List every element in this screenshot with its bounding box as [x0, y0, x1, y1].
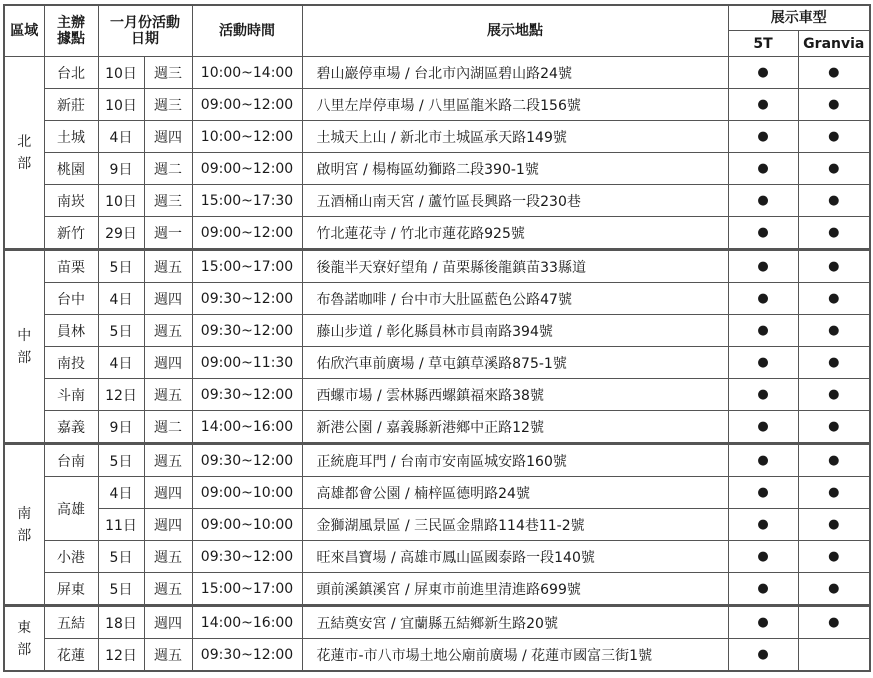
- model-5t-cell: [728, 153, 798, 185]
- table-row: [4, 57, 870, 89]
- available-dot-icon: ●: [757, 291, 769, 306]
- available-dot-icon: ●: [828, 65, 840, 80]
- host-cell: 台南: [44, 444, 98, 477]
- model-granvia-cell: [798, 57, 870, 89]
- model-5t-cell: [728, 347, 798, 379]
- table-row: [4, 639, 870, 672]
- model-5t-cell: [728, 217, 798, 250]
- day-cell: 4日: [98, 283, 144, 315]
- time-cell: 14:00~16:00: [192, 411, 302, 444]
- host-cell: 屏東: [44, 573, 98, 606]
- time-cell: 09:30~12:00: [192, 379, 302, 411]
- model-granvia-cell: [798, 606, 870, 639]
- available-dot-icon: ●: [828, 129, 840, 144]
- day-cell: 11日: [98, 509, 144, 541]
- table-row: [4, 411, 870, 444]
- weekday-cell: 週二: [144, 411, 192, 444]
- day-cell: 10日: [98, 89, 144, 121]
- host-cell: 土城: [44, 121, 98, 153]
- table-row: [4, 541, 870, 573]
- region-cell: [4, 57, 44, 250]
- weekday-cell: 週四: [144, 477, 192, 509]
- available-dot-icon: ●: [757, 65, 769, 80]
- time-cell: 15:00~17:00: [192, 573, 302, 606]
- available-dot-icon: ●: [757, 97, 769, 112]
- day-cell: 4日: [98, 347, 144, 379]
- weekday-cell: 週四: [144, 606, 192, 639]
- day-cell: 12日: [98, 379, 144, 411]
- day-cell: 5日: [98, 315, 144, 347]
- time-cell: 14:00~16:00: [192, 606, 302, 639]
- location-cell: 後龍半天寮好望角 / 苗栗縣後龍鎮苗33縣道: [302, 250, 728, 283]
- table-row: [4, 606, 870, 639]
- available-dot-icon: ●: [757, 225, 769, 240]
- table-row: [4, 315, 870, 347]
- day-cell: 12日: [98, 639, 144, 672]
- region-cell: [4, 250, 44, 444]
- host-cell: 員林: [44, 315, 98, 347]
- weekday-cell: 週五: [144, 639, 192, 672]
- location-cell: 花蓮市-市八市場土地公廟前廣場 / 花蓮市國富三街1號: [302, 639, 728, 672]
- time-cell: 09:00~10:00: [192, 509, 302, 541]
- location-cell: 五結奠安宮 / 宜蘭縣五結鄉新生路20號: [302, 606, 728, 639]
- day-cell: 9日: [98, 153, 144, 185]
- weekday-cell: 週三: [144, 57, 192, 89]
- time-cell: 10:00~14:00: [192, 57, 302, 89]
- host-cell: 小港: [44, 541, 98, 573]
- header-date-text: 一月份活動日期: [110, 15, 180, 47]
- model-5t-cell: [728, 509, 798, 541]
- host-cell: 新莊: [44, 89, 98, 121]
- day-cell: 29日: [98, 217, 144, 250]
- header-model-5t: 5T: [728, 31, 798, 57]
- region-name: 東部: [17, 619, 32, 658]
- host-cell: 斗南: [44, 379, 98, 411]
- event-schedule-table: [3, 4, 871, 672]
- available-dot-icon: ●: [757, 453, 769, 468]
- available-dot-icon: ●: [828, 615, 840, 630]
- model-granvia-cell: [798, 379, 870, 411]
- weekday-cell: 週二: [144, 153, 192, 185]
- host-cell: 高雄: [44, 477, 98, 541]
- weekday-cell: 週五: [144, 541, 192, 573]
- day-cell: 5日: [98, 250, 144, 283]
- model-5t-cell: [728, 250, 798, 283]
- header-models: 展示車型: [728, 5, 870, 31]
- available-dot-icon: ●: [757, 259, 769, 274]
- day-cell: 4日: [98, 477, 144, 509]
- header-date: [98, 5, 192, 57]
- available-dot-icon: ●: [757, 581, 769, 596]
- host-cell: 嘉義: [44, 411, 98, 444]
- header-host: [44, 5, 98, 57]
- available-dot-icon: ●: [828, 549, 840, 564]
- location-cell: 新港公園 / 嘉義縣新港鄉中正路12號: [302, 411, 728, 444]
- model-5t-cell: [728, 121, 798, 153]
- available-dot-icon: ●: [757, 615, 769, 630]
- model-granvia-cell: [798, 121, 870, 153]
- available-dot-icon: ●: [757, 517, 769, 532]
- model-5t-cell: [728, 315, 798, 347]
- time-cell: 09:30~12:00: [192, 283, 302, 315]
- model-granvia-cell: [798, 315, 870, 347]
- available-dot-icon: ●: [757, 355, 769, 370]
- time-cell: 09:30~12:00: [192, 444, 302, 477]
- table-row: [4, 379, 870, 411]
- model-granvia-cell: [798, 477, 870, 509]
- model-granvia-cell: [798, 283, 870, 315]
- model-5t-cell: [728, 379, 798, 411]
- model-granvia-cell: [798, 153, 870, 185]
- location-cell: 碧山巖停車場 / 台北市內湖區碧山路24號: [302, 57, 728, 89]
- available-dot-icon: ●: [828, 323, 840, 338]
- location-cell: 竹北蓮花寺 / 竹北市蓮花路925號: [302, 217, 728, 250]
- available-dot-icon: ●: [828, 355, 840, 370]
- model-5t-cell: [728, 283, 798, 315]
- time-cell: 09:30~12:00: [192, 639, 302, 672]
- available-dot-icon: ●: [757, 161, 769, 176]
- model-5t-cell: [728, 639, 798, 672]
- weekday-cell: 週一: [144, 217, 192, 250]
- weekday-cell: 週四: [144, 509, 192, 541]
- available-dot-icon: ●: [757, 323, 769, 338]
- host-cell: 台北: [44, 57, 98, 89]
- available-dot-icon: ●: [828, 419, 840, 434]
- location-cell: 藤山步道 / 彰化縣員林市員南路394號: [302, 315, 728, 347]
- location-cell: 高雄都會公園 / 楠梓區德明路24號: [302, 477, 728, 509]
- header-time: 活動時間: [192, 5, 302, 57]
- weekday-cell: 週五: [144, 315, 192, 347]
- location-cell: 正統鹿耳門 / 台南市安南區城安路160號: [302, 444, 728, 477]
- host-cell: 南投: [44, 347, 98, 379]
- model-granvia-cell: [798, 347, 870, 379]
- model-granvia-cell: [798, 411, 870, 444]
- day-cell: 5日: [98, 541, 144, 573]
- time-cell: 15:00~17:00: [192, 250, 302, 283]
- time-cell: 09:00~10:00: [192, 477, 302, 509]
- time-cell: 09:30~12:00: [192, 315, 302, 347]
- model-granvia-cell: [798, 444, 870, 477]
- table-row: [4, 153, 870, 185]
- location-cell: 金獅湖風景區 / 三民區金鼎路114巷11-2號: [302, 509, 728, 541]
- host-cell: 五結: [44, 606, 98, 639]
- table-row: [4, 509, 870, 541]
- available-dot-icon: ●: [757, 419, 769, 434]
- model-granvia-cell: [798, 250, 870, 283]
- weekday-cell: 週五: [144, 250, 192, 283]
- host-cell: 新竹: [44, 217, 98, 250]
- model-granvia-cell: [798, 185, 870, 217]
- table-row: [4, 185, 870, 217]
- host-cell: 苗栗: [44, 250, 98, 283]
- table-row: [4, 573, 870, 606]
- header-location: 展示地點: [302, 5, 728, 57]
- time-cell: 15:00~17:30: [192, 185, 302, 217]
- time-cell: 09:00~12:00: [192, 217, 302, 250]
- model-granvia-cell: [798, 639, 870, 672]
- model-granvia-cell: [798, 541, 870, 573]
- available-dot-icon: ●: [828, 387, 840, 402]
- header-model-granvia: Granvia: [798, 31, 870, 57]
- host-cell: 南崁: [44, 185, 98, 217]
- day-cell: 18日: [98, 606, 144, 639]
- available-dot-icon: ●: [828, 97, 840, 112]
- available-dot-icon: ●: [828, 581, 840, 596]
- table-body: [4, 57, 870, 672]
- model-granvia-cell: [798, 217, 870, 250]
- region-name: 北部: [17, 133, 32, 172]
- available-dot-icon: ●: [757, 549, 769, 564]
- location-cell: 布魯諾咖啡 / 台中市大肚區藍色公路47號: [302, 283, 728, 315]
- table-row: [4, 89, 870, 121]
- location-cell: 西螺市場 / 雲林縣西螺鎮福來路38號: [302, 379, 728, 411]
- time-cell: 09:30~12:00: [192, 541, 302, 573]
- model-5t-cell: [728, 411, 798, 444]
- model-5t-cell: [728, 57, 798, 89]
- region-name: 中部: [17, 327, 32, 366]
- weekday-cell: 週五: [144, 573, 192, 606]
- available-dot-icon: ●: [757, 193, 769, 208]
- host-cell: 台中: [44, 283, 98, 315]
- day-cell: 10日: [98, 57, 144, 89]
- available-dot-icon: ●: [757, 485, 769, 500]
- available-dot-icon: ●: [828, 193, 840, 208]
- location-cell: 頭前溪鎮溪宮 / 屏東市前進里清進路699號: [302, 573, 728, 606]
- weekday-cell: 週四: [144, 283, 192, 315]
- table-row: [4, 283, 870, 315]
- weekday-cell: 週五: [144, 444, 192, 477]
- model-granvia-cell: [798, 89, 870, 121]
- table-row: [4, 250, 870, 283]
- time-cell: 09:00~12:00: [192, 89, 302, 121]
- location-cell: 五酒桶山南天宮 / 蘆竹區長興路一段230巷: [302, 185, 728, 217]
- location-cell: 土城天上山 / 新北市土城區承天路149號: [302, 121, 728, 153]
- available-dot-icon: ●: [828, 517, 840, 532]
- weekday-cell: 週三: [144, 89, 192, 121]
- model-5t-cell: [728, 541, 798, 573]
- header-host-text: 主辦據點: [56, 15, 85, 47]
- time-cell: 09:00~11:30: [192, 347, 302, 379]
- location-cell: 佑欣汽車前廣場 / 草屯鎮草溪路875-1號: [302, 347, 728, 379]
- time-cell: 10:00~12:00: [192, 121, 302, 153]
- region-name: 南部: [17, 505, 32, 544]
- day-cell: 10日: [98, 185, 144, 217]
- model-5t-cell: [728, 185, 798, 217]
- location-cell: 啟明宮 / 楊梅區幼獅路二段390-1號: [302, 153, 728, 185]
- table-row: [4, 217, 870, 250]
- available-dot-icon: ●: [828, 485, 840, 500]
- day-cell: 4日: [98, 121, 144, 153]
- available-dot-icon: ●: [757, 387, 769, 402]
- table-row: [4, 347, 870, 379]
- model-5t-cell: [728, 89, 798, 121]
- model-5t-cell: [728, 606, 798, 639]
- table-row: [4, 477, 870, 509]
- model-5t-cell: [728, 444, 798, 477]
- model-granvia-cell: [798, 509, 870, 541]
- table-header: [4, 5, 870, 57]
- time-cell: 09:00~12:00: [192, 153, 302, 185]
- location-cell: 旺來昌寶場 / 高雄市鳳山區國泰路一段140號: [302, 541, 728, 573]
- host-cell: 花蓮: [44, 639, 98, 672]
- available-dot-icon: ●: [828, 291, 840, 306]
- available-dot-icon: ●: [828, 225, 840, 240]
- model-5t-cell: [728, 573, 798, 606]
- region-cell: [4, 606, 44, 672]
- available-dot-icon: ●: [828, 453, 840, 468]
- host-cell: 桃園: [44, 153, 98, 185]
- weekday-cell: 週三: [144, 185, 192, 217]
- region-cell: [4, 444, 44, 606]
- day-cell: 5日: [98, 573, 144, 606]
- day-cell: 9日: [98, 411, 144, 444]
- model-granvia-cell: [798, 573, 870, 606]
- table-row: [4, 121, 870, 153]
- model-5t-cell: [728, 477, 798, 509]
- weekday-cell: 週五: [144, 379, 192, 411]
- available-dot-icon: ●: [828, 161, 840, 176]
- day-cell: 5日: [98, 444, 144, 477]
- available-dot-icon: ●: [757, 129, 769, 144]
- available-dot-icon: ●: [828, 259, 840, 274]
- header-region: 區域: [4, 5, 44, 57]
- weekday-cell: 週四: [144, 121, 192, 153]
- table-row: [4, 444, 870, 477]
- weekday-cell: 週四: [144, 347, 192, 379]
- location-cell: 八里左岸停車場 / 八里區龍米路二段156號: [302, 89, 728, 121]
- available-dot-icon: ●: [757, 647, 769, 662]
